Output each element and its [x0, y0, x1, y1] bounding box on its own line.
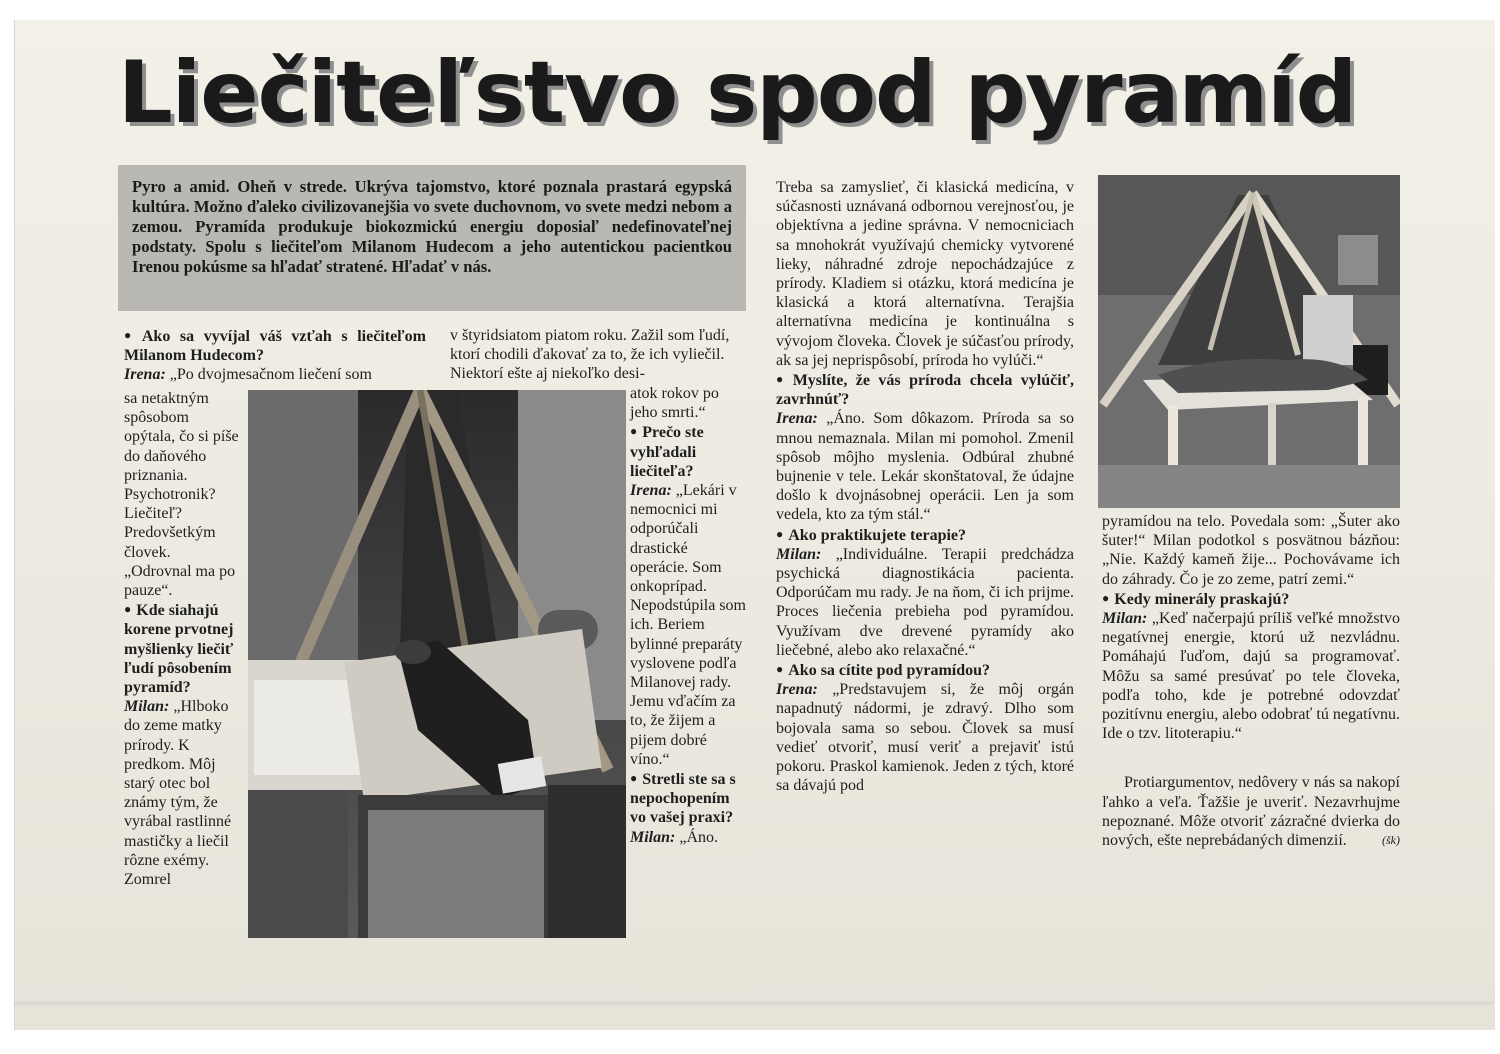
photo-illustration [1098, 175, 1400, 508]
closing-paragraph: Protiargumentov, nedôvery v nás sa nakopí ľahko a veľa. Ťažšie je uveriť. Nezavrhujme nepoznané. Môže otvoriť zázračné dvierka do nových, ešte neprebádaných dimenzií. (šk) [1102, 774, 1400, 850]
column-4-intro: pyramídou na telo. Povedala som: „Šuter ako šuter!“ Milan podotkol s posvätnou bázňou: „Nie. Každý kameň žije... Pochovávame ich do záhrady. Čo je zo zeme, patrí zemi.“ [1102, 513, 1400, 588]
column-4 [1102, 512, 1400, 850]
question-3: ● Prečo ste vyhľadali liečiteľa? [630, 424, 704, 480]
bullet-icon: ● [776, 372, 788, 387]
bullet-icon: ● [1102, 590, 1110, 605]
question-7: ● Ako sa cítite pod pyramídou? [776, 662, 991, 680]
bullet-icon: ● [776, 526, 784, 541]
column-2-narrow [630, 384, 748, 847]
bullet-icon: ● [124, 328, 137, 342]
question-5: ● Myslíte, že vás príroda chcela vylúčiť, zavrhnúť? [776, 372, 1075, 409]
answer-4: Milan: „Áno. [630, 828, 718, 846]
photo-illustration [248, 390, 626, 938]
bullet-icon: ● [776, 662, 784, 677]
column-3-intro: Treba sa zamyslieť, či klasická medicína, v súčasnosti uznávaná odbornou verejnosťou, je objektívna a jedine správna. V nemocniciach sa mnohokrát využívajú chemicky vytvorené lieky, náhradné zdroje nepochádzajúce z prírody. Kladiem si otázku, ktorá medicína je klasická a ktorá alternatívna. Terajšia alternatívna medicína je kontinuálna s vývojom človeka. Človek je súčasťou prírody, ak sa jej neprispôsobí, príroda ho vylúči.“ [776, 179, 1074, 369]
page-fold [14, 1000, 1494, 1006]
question-8: ● Kedy minerály praskajú? [1102, 590, 1290, 608]
column-1-top [124, 326, 426, 385]
column-2-cont: atok rokov po jeho smrti.“ [630, 385, 719, 422]
photo-patient-under-pyramid [248, 390, 626, 938]
question-1: ● Ako sa vyvíjal váš vzťah s liečiteľom Milanom Hudecom? [124, 328, 426, 365]
photo-pyramid-bed [1098, 175, 1400, 508]
lead-paragraph: Pyro a amid. Oheň v strede. Ukrýva tajomstvo, ktoré poznala prastará egypská kultúra. Možno ďaleko civilizovanejšia vo svete duchovnom, vo svete medzi nebom a zemou. Pyramída produkuje biokozmickú energiu doposiaľ nedefinovateľnej podstaty. Spolu s liečiteľom Milanom Hudecom a jeho autentickou pacientkou Irenou pokúsme sa hľadať stratené. Hľadať v nás. [118, 165, 746, 311]
question-6: ● Ako praktikujete terapie? [776, 526, 967, 544]
bullet-icon: ● [630, 424, 638, 439]
bullet-icon: ● [630, 771, 638, 786]
headline: Liečiteľstvo spod pyramíd [118, 43, 1357, 143]
answer-5: Irena: „Áno. Som dôkazom. Príroda sa so mnou nemaznala. Milan mi pomohol. Zmenil spôsob môjho myslenia. Odbúral zhubné bujnenie v tele. Lekár skonštatoval, že údajne došlo k dvojnásobnej operácii. Len ja som vedela, kto za tým stál.“ [776, 410, 1074, 524]
answer-1-cont: sa netaktným spôsobom opýtala, čo si píše do daňového priznania. Psychotronik? Liečiteľ? Predovšetkým človek. „Odrovnal ma po pauze“. [124, 390, 239, 600]
question-2: ● Kde siahajú korene prvotnej myšlienky liečiť ľudí pôsobením pyramíd? [124, 602, 234, 697]
column-2-top [450, 326, 746, 384]
answer-3: Irena: „Lekári v nemocnici mi odporúčali drastické operácie. Som onkoprípad. Nepodstúpila som ich. Beriem bylinné preparáty vyslovene podľa Milanovej rady. Jemu vďačím za to, že žijem a pijem dobré víno.“ [630, 482, 746, 768]
answer-1-start: Irena: „Po dvojmesačnom liečení som [124, 366, 372, 384]
column-3 [776, 178, 1074, 796]
author-signature: (šk) [1382, 833, 1400, 848]
answer-2: Milan: „Hlboko do zeme matky prírody. K predkom. Môj starý otec bol známy tým, že vyrábal rastlinné mastičky a liečil rôzne exémy. Zomrel [124, 698, 232, 889]
question-4: ● Stretli ste sa s nepochopením vo vašej praxi? [630, 771, 736, 827]
column-1-narrow [124, 389, 242, 889]
answer-7: Irena: „Predstavujem si, že môj orgán napadnutý nádormi, je zdravý. Dlho som bojovala sama so sebou. Človek sa musí vedieť otvoriť, musí veriť a prejaviť istú pokoru. Praskol kamienok. Jeden z tých, ktoré sa dávajú pod [776, 681, 1074, 795]
answer-8: Milan: „Keď načerpajú príliš veľké množstvo negatívnej energie, ktorú už nezvládnu. Pomáhajú ľuďom, dajú sa programovať. Môžu sa samé presúvať po tele človeka, podľa toho, kde je potrebné odovzdať pozitívnu energiu, alebo odobrať tú negatívnu. Ide o tzv. litoterapiu.“ [1102, 610, 1401, 743]
bullet-icon: ● [124, 602, 132, 617]
column-2-text: v štyridsiatom piatom roku. Zažil som ľudí, ktorí chodili ďakovať za to, že ich vyliečil. Niektorí ešte aj niekoľko desi- [450, 327, 730, 383]
answer-6: Milan: „Individuálne. Terapii predchádza psychická diagnostikácia pacienta. Odporúčam mu rady. Je na ňom, či ich prijme. Proces liečenia prebieha pod pyramídou. Využívam dve drevené pyramídy ako liečebné, alebo ako relaxačné.“ [776, 545, 1075, 659]
